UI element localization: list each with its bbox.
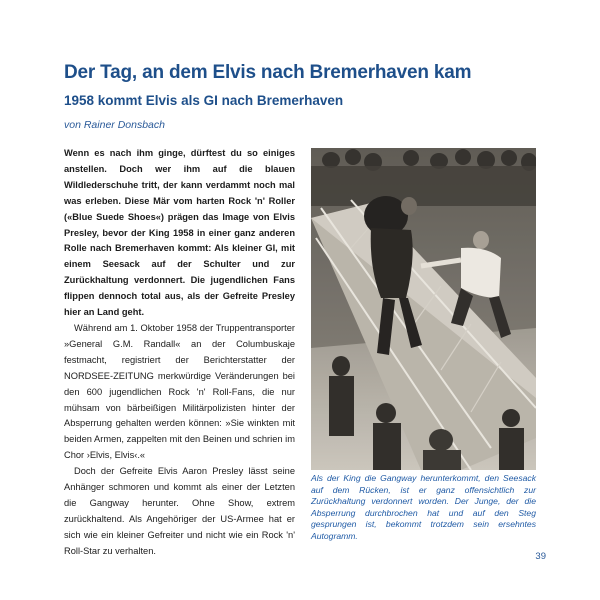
page-number: 39 — [535, 551, 546, 562]
photo-illustration — [311, 148, 536, 470]
elvis-gangway-photo — [311, 148, 536, 470]
article-author: von Rainer Donsbach — [64, 119, 165, 131]
body-paragraph-1: Während am 1. Oktober 1958 der Truppentransporter »General G.M. Randall« an der Columbuskaje festmacht, registriert der Berichterstatter der NORDSEE-ZEITUNG merkwürdige Veränderungen bei den 600 jugendlichen Rock 'n' Roll-Fans, die nur mühsam von bärbeißigen Militärpolizisten hinter der Absperrung gehalten werden können: »Sie winkten mit beiden Armen, zappelten mit den Beinen und schrien im Chor ›Elvis, Elvis‹.« — [64, 322, 295, 461]
photo-caption: Als der King die Gangway herunterkommt, den Seesack auf dem Rücken, ist er ganz offensichtlich zur Zurückhaltung verdonnert worden. Der Junge, der die Absperrung durchbrochen hat und auf den Steg gesprungen ist, bekommt trotzdem sein ersehntes Autogramm. — [311, 473, 536, 541]
article-title: Der Tag, an dem Elvis nach Bremerhaven kam — [64, 62, 472, 83]
body-paragraph-2: Doch der Gefreite Elvis Aaron Presley lässt seine Anhänger schmoren und kommt als einer der Letzten die Gangway herunter. Ohne Show, extrem zurückhaltend. Als Angehöriger der US-Armee hat er sich wie ein kleiner Gefreiter und nicht wie ein Rock 'n' Roll-Star zu verhalten. — [64, 466, 295, 556]
lead-paragraph: Wenn es nach ihm ginge, dürftest du so einiges anstellen. Doch wer ihm auf die blauen Wildlederschuhe tritt, der kann verdammt noch mal was erleben. Diese Mär vom harten Rock 'n' Roller («Blue Suede Shoes«) prägen das Image von Elvis Presley, bevor der King 1958 in einer ganz anderen Rolle nach Bremerhaven kommt: Als kleiner GI, mit einem Seesack auf der Schulter und zur Zurückhaltung verdonnert. Die jugendlichen Fans flippen dennoch total aus, als der Gefreite Presley hier an Land geht. — [64, 148, 295, 318]
article-body — [64, 146, 295, 560]
article-subtitle: 1958 kommt Elvis als GI nach Bremerhaven — [64, 93, 344, 108]
